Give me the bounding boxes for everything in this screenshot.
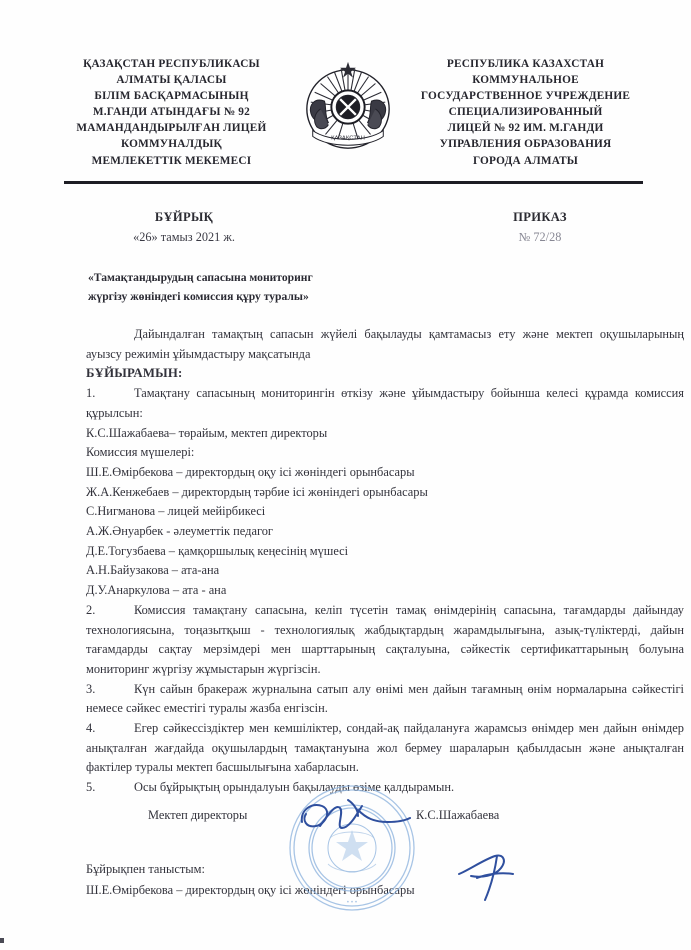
letterhead-ru-line-5: ЛИЦЕЙ № 92 ИМ. М.ГАНДИ [447, 122, 604, 135]
letterhead-kz-line-4: М.ГАНДИ АТЫНДАҒЫ № 92 [92, 106, 250, 119]
order-item-3-number: 3. [86, 681, 96, 696]
commission-members-label: Комиссия мүшелері: [86, 445, 195, 460]
commission-member-4: А.Ж.Әнуарбек - әлеуметтік педагог [86, 524, 273, 539]
commission-member-2: Ж.А.Кенжебаев – директордың тәрбие ісі жөніндегі орынбасары [86, 484, 428, 499]
commission-chairperson: К.С.Шажабаева– төрайым, мектеп директоры [86, 425, 328, 440]
letterhead-kz-line-5: МАМАНДАНДЫРЫЛҒАН ЛИЦЕЙ [76, 122, 267, 135]
order-item-4 [86, 719, 684, 778]
order-item-3-text: Күн сайын бракераж журналына сатып алу өнімі мен дайын тағамның өнім нормаларына сәйкестігі немесе сәйкес еместігі туралы жазба енгізсін. [86, 681, 684, 716]
letterhead-russian-block [400, 56, 651, 169]
order-item-4-number: 4. [86, 721, 96, 736]
letterhead-ru-line-2: КОММУНАЛЬНОЕ [472, 74, 579, 87]
order-item-4-text: Егер сәйкессіздіктер мен кемшіліктер, сондай-ақ пайдалануға жарамсыз өнімдер мен дайын өнімдер анықталған жағдайда оқушылардың тамақтануына жол бермеу шараларын қабылдасын және анықталған фактілер туралы мектеп басшылығына хабарласын. [86, 721, 684, 775]
order-item-5 [86, 778, 684, 798]
letterhead-kz-line-3: БІЛІМ БАСҚАРМАСЫНЫҢ [94, 90, 249, 103]
scan-edge-artifact [0, 938, 4, 943]
letterhead-kazakh-block [46, 56, 297, 169]
document-body [86, 325, 684, 798]
order-heading-kazakh [124, 210, 244, 245]
header-divider-rule [64, 181, 643, 184]
order-subject [88, 268, 418, 306]
commission-member-1: Ш.Е.Өмірбекова – директордың оқу ісі жөніндегі орынбасары [86, 464, 415, 479]
director-signature-row [86, 806, 684, 832]
order-item-5-number: 5. [86, 780, 96, 795]
commission-member-7: Д.У.Анаркулова – ата - ана [86, 583, 227, 598]
letterhead [46, 56, 651, 169]
order-title-ru: ПРИКАЗ [513, 210, 567, 224]
order-item-1-text: Тамақтану сапасының мониторингін өткізу және ұйымдастыру бойынша келесі құрамда комиссия құрылсын: [86, 386, 684, 420]
svg-text:• • •: • • • [346, 899, 358, 906]
letterhead-kz-line-7: МЕМЛЕКЕТТІК МЕКЕМЕСІ [91, 154, 252, 167]
order-number: № 72/28 [518, 230, 562, 244]
kazakhstan-coat-of-arms-icon [299, 58, 397, 156]
letterhead-ru-line-7: ГОРОДА АЛМАТЫ [472, 154, 579, 167]
emblem-container [297, 56, 400, 156]
svg-text:ҚАЗАҚСТАН: ҚАЗАҚСТАН [331, 135, 366, 142]
letterhead-ru-line-1: РЕСПУБЛИКА КАЗАХСТАН [446, 58, 605, 70]
commission-member-3: С.Нигманова – лицей мейірбикесі [86, 504, 266, 519]
director-name-label: К.С.Шажабаева [416, 808, 500, 822]
letterhead-ru-line-4: СПЕЦИАЛИЗИРОВАННЫЙ [448, 106, 603, 119]
preamble-paragraph: Дайындалған тамақтың сапасын жүйелі бақылауды қамтамасыз ету және мектеп оқушыларының ауызсу режимін ұйымдастыру мақсатында [86, 327, 684, 361]
order-item-2-text: Комиссия тамақтану сапасына, келіп түсетін тамақ өнімдерінің сапасына, тағамдарды дайындау технологиясына, тоңазытқыш - технологиялық жабдықтардың жарамдылығына, азық-түліктерді, дайын тағамдарды сақтау мерзімдері мен шарттарының сақталуына, сәйкестік сертификаттарының болуына мониторинг жүргізу жұмыстарын жүргізсін. [86, 602, 684, 676]
signature-area [86, 806, 684, 900]
letterhead-ru-line-6: УПРАВЛЕНИЯ ОБРАЗОВАНИЯ [439, 138, 612, 151]
order-item-3 [86, 680, 684, 719]
order-subject-line-2: жүргізу жөніндегі комиссия құру туралы» [88, 290, 309, 303]
order-item-1-number: 1. [86, 386, 96, 401]
order-item-1 [86, 384, 684, 423]
letterhead-kz-line-2: АЛМАТЫ ҚАЛАСЫ [116, 74, 227, 87]
order-heading-row [46, 210, 651, 254]
order-item-2 [86, 601, 684, 680]
order-subject-line-1: «Тамақтандырудың сапасына мониторинг [88, 271, 313, 284]
letterhead-kz-line-1: ҚАЗАҚСТАН РЕСПУБЛИКАСЫ [83, 58, 260, 70]
commission-member-6: А.Н.Байузакова – ата-ана [86, 563, 220, 578]
acknowledgement-label: Бұйрықпен таныстым: [86, 862, 205, 876]
acknowledgement-person: Ш.Е.Өмірбекова – директордың оқу ісі жөніндегі орынбасары [86, 882, 415, 897]
director-role-label: Мектеп директоры [148, 808, 248, 822]
order-item-2-number: 2. [86, 602, 96, 617]
order-heading-russian [480, 210, 600, 245]
order-item-5-text: Осы бұйрықтың орындалуын бақылауды өзіме қалдырамын. [134, 780, 455, 795]
order-verb: БҰЙЫРАМЫН: [86, 366, 183, 381]
order-date: «26» тамыз 2021 ж. [133, 230, 235, 244]
letterhead-ru-line-3: ГОСУДАРСТВЕННОЕ УЧРЕЖДЕНИЕ [420, 90, 631, 103]
letterhead-kz-line-6: КОММУНАЛДЫҚ [120, 138, 222, 151]
order-title-kz: БҰЙРЫҚ [154, 210, 214, 224]
commission-member-5: Д.Е.Тогузбаева – қамқоршылық кеңесінің мүшесі [86, 543, 349, 558]
